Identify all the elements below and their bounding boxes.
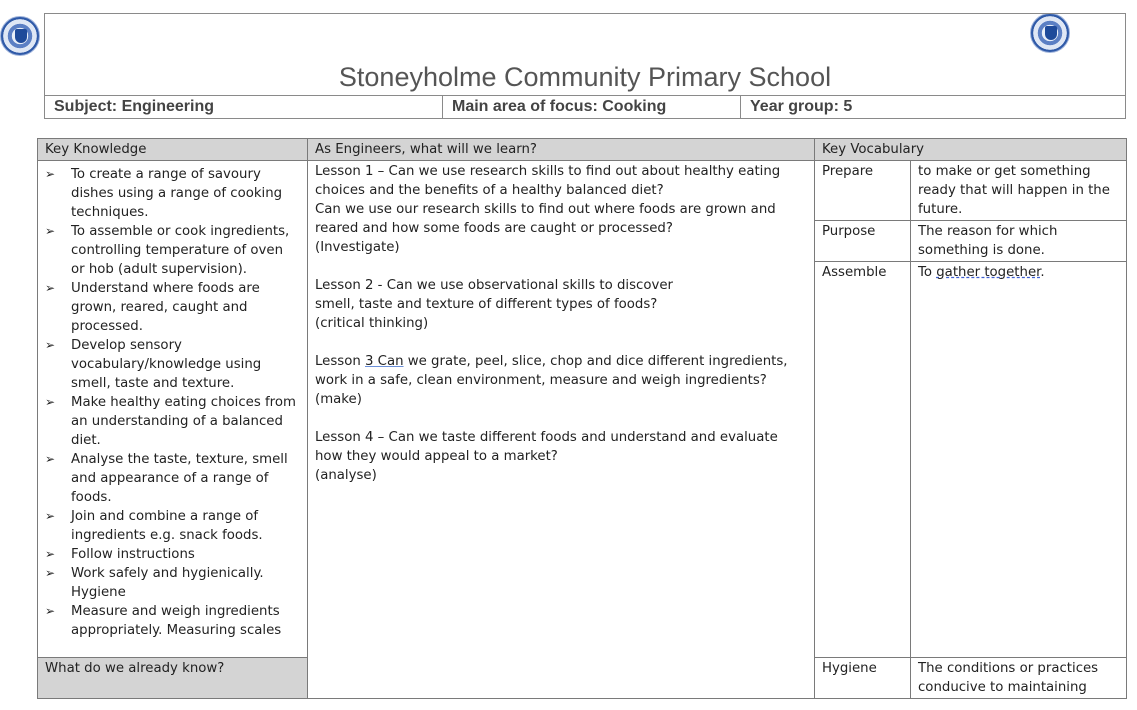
knowledge-item: ➢ Measure and weigh ingredients appropriately. Measuring scales	[45, 602, 300, 640]
vocab-definition	[911, 262, 1127, 658]
lessons-cell	[308, 161, 815, 699]
vocab-definition-suffix: .	[1040, 265, 1045, 280]
lesson-line: Can we use our research skills to find out where foods are grown and reared and how some foods are caught or processed?	[315, 202, 776, 236]
knowledge-item: ➢ Follow instructions	[45, 545, 300, 564]
knowledge-list	[45, 165, 300, 640]
subject-label: Subject: Engineering	[45, 96, 443, 118]
knowledge-item: ➢ Make healthy eating choices from an understanding of a balanced diet.	[45, 393, 300, 450]
lesson-4	[315, 428, 807, 485]
focus-label: Main area of focus: Cooking	[443, 96, 741, 118]
lesson-prefix: Lesson	[315, 354, 365, 369]
key-knowledge-cell	[38, 161, 308, 658]
lesson-line: smell, taste and texture of different types of foods?	[315, 297, 658, 312]
vocab-definition: The conditions or practices conducive to maintaining	[911, 658, 1127, 699]
knowledge-item: ➢ To assemble or cook ingredients, controlling temperature of oven or hob (adult supervision).	[45, 222, 300, 279]
learn-header: As Engineers, what will we learn?	[308, 139, 815, 161]
knowledge-item: ➢ Work safely and hygienically. Hygiene	[45, 564, 300, 602]
year-group-label: Year group: 5	[750, 98, 853, 115]
lesson-line: (critical thinking)	[315, 316, 429, 331]
vocab-definition: The reason for which something is done.	[911, 221, 1127, 262]
spellcheck-mark: 3 Can	[365, 354, 404, 369]
key-knowledge-header: Key Knowledge	[38, 139, 308, 161]
lesson-3	[315, 352, 807, 409]
subject-row	[44, 95, 1126, 119]
vocab-definition: to make or get something ready that will happen in the future.	[911, 161, 1127, 221]
school-name: Stoneyholme Community Primary School	[338, 62, 832, 92]
vocab-term: Prepare	[815, 161, 911, 221]
lesson-text: we grate, peel, slice, chop and dice different ingredients, work in a safe, clean environment, measure and weigh ingredients?	[315, 354, 788, 388]
vocab-term: Hygiene	[815, 658, 911, 699]
vocab-definition-prefix: To	[918, 265, 937, 280]
grammar-mark: gather together	[936, 265, 1041, 280]
vocabulary-header: Key Vocabulary	[815, 139, 1127, 161]
planning-table	[37, 138, 1127, 699]
lesson-line: Lesson 2 - Can we use observational skills to discover	[315, 278, 674, 293]
lesson-line: (analyse)	[315, 468, 377, 483]
lesson-1	[315, 162, 807, 257]
already-know-header: What do we already know?	[38, 658, 308, 699]
vocab-term: Purpose	[815, 221, 911, 262]
school-logo-left	[0, 16, 40, 56]
knowledge-item: ➢ Understand where foods are grown, reared, caught and processed.	[45, 279, 300, 336]
lesson-line: (Investigate)	[315, 240, 400, 255]
knowledge-item: ➢ Develop sensory vocabulary/knowledge using smell, taste and texture.	[45, 336, 300, 393]
lesson-line: Lesson 1 – Can we use research skills to find out about healthy eating choices and the benefits of a healthy balanced diet?	[315, 164, 781, 198]
lesson-line	[315, 352, 807, 390]
knowledge-item: ➢ Join and combine a range of ingredients e.g. snack foods.	[45, 507, 300, 545]
knowledge-item: ➢ To create a range of savoury dishes using a range of cooking techniques.	[45, 165, 300, 222]
lesson-line: (make)	[315, 392, 362, 407]
vocab-term: Assemble	[815, 262, 911, 658]
knowledge-item: ➢ Analyse the taste, texture, smell and appearance of a range of foods.	[45, 450, 300, 507]
lesson-2	[315, 276, 807, 333]
lesson-line: Lesson 4 – Can we taste different foods and understand and evaluate how they would appeal to a market?	[315, 430, 778, 464]
